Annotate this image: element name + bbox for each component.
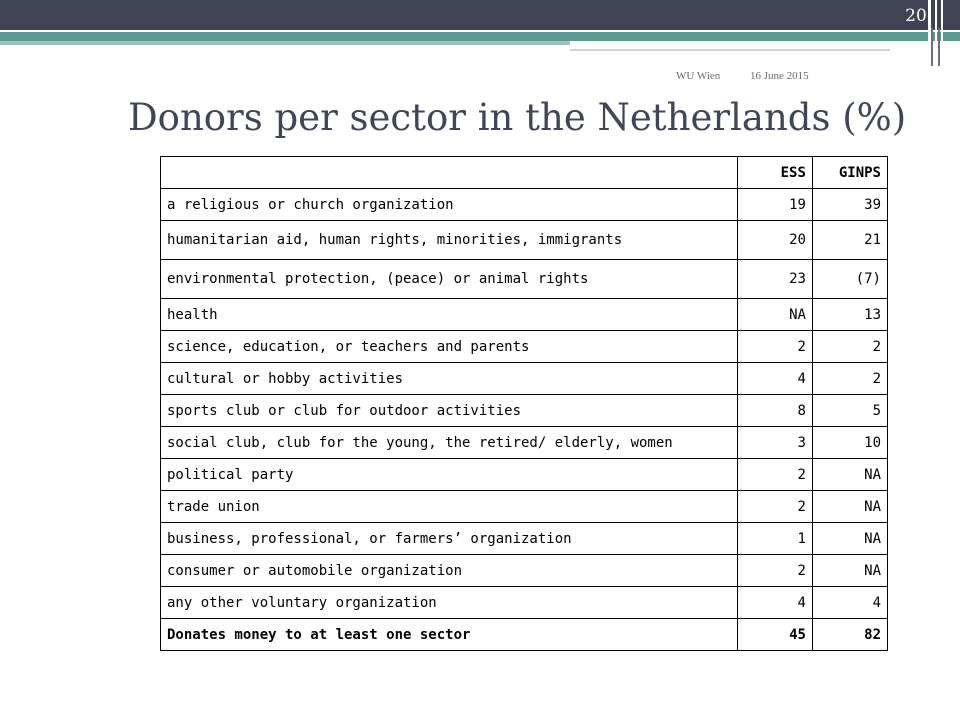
ess-value: 19	[737, 189, 812, 221]
decorative-stripe	[941, 0, 943, 66]
sector-label: sports club or club for outdoor activities	[161, 395, 738, 427]
table-row	[161, 459, 888, 491]
ess-value: 4	[737, 587, 812, 619]
ess-value: 2	[737, 555, 812, 587]
footer-date: 16 June 2015	[750, 70, 809, 82]
sector-label: humanitarian aid, human rights, minorities, immigrants	[161, 221, 738, 260]
table-row	[161, 555, 888, 587]
sector-label: political party	[161, 459, 738, 491]
ginps-value: NA	[812, 555, 887, 587]
decorative-rule	[938, 28, 940, 66]
sector-label: science, education, or teachers and parents	[161, 331, 738, 363]
ess-value: 45	[737, 619, 812, 651]
table-row	[161, 331, 888, 363]
ess-value: 1	[737, 523, 812, 555]
sector-label: Donates money to at least one sector	[161, 619, 738, 651]
sector-label: social club, club for the young, the retired/ elderly, women	[161, 427, 738, 459]
accent-bar	[0, 32, 960, 41]
table-row	[161, 189, 888, 221]
sector-label: business, professional, or farmers’ organization	[161, 523, 738, 555]
ess-value: 2	[737, 331, 812, 363]
sector-label: cultural or hobby activities	[161, 363, 738, 395]
ginps-value: 82	[812, 619, 887, 651]
sector-label: consumer or automobile organization	[161, 555, 738, 587]
ginps-value: 21	[812, 221, 887, 260]
slide-title: Donors per sector in the Netherlands (%)	[128, 96, 907, 139]
ginps-value: NA	[812, 523, 887, 555]
table-row	[161, 491, 888, 523]
ginps-value: 4	[812, 587, 887, 619]
table-header-row	[161, 157, 888, 189]
header-ess: ESS	[737, 157, 812, 189]
accent-line	[570, 49, 890, 51]
donors-table	[160, 156, 888, 651]
table-total-row	[161, 619, 888, 651]
ess-value: 4	[737, 363, 812, 395]
ginps-value: NA	[812, 491, 887, 523]
ginps-value: 10	[812, 427, 887, 459]
ginps-value: (7)	[812, 260, 887, 299]
table-row	[161, 260, 888, 299]
ess-value: 2	[737, 491, 812, 523]
accent-bar-secondary	[0, 41, 570, 45]
ess-value: 8	[737, 395, 812, 427]
header-bar	[0, 0, 960, 30]
table-row	[161, 395, 888, 427]
ess-value: 23	[737, 260, 812, 299]
ginps-value: 2	[812, 331, 887, 363]
ess-value: 20	[737, 221, 812, 260]
sector-label: health	[161, 299, 738, 331]
table-row	[161, 363, 888, 395]
sector-label: environmental protection, (peace) or animal rights	[161, 260, 738, 299]
decorative-rule	[931, 28, 933, 66]
ginps-value: NA	[812, 459, 887, 491]
header-blank	[161, 157, 738, 189]
page-number: 20	[905, 6, 927, 26]
table-row	[161, 299, 888, 331]
table-row	[161, 221, 888, 260]
table-row	[161, 523, 888, 555]
sector-label: a religious or church organization	[161, 189, 738, 221]
ess-value: 2	[737, 459, 812, 491]
header-ginps: GINPS	[812, 157, 887, 189]
table-body	[161, 189, 888, 651]
ginps-value: 39	[812, 189, 887, 221]
ginps-value: 13	[812, 299, 887, 331]
ginps-value: 5	[812, 395, 887, 427]
table-row	[161, 587, 888, 619]
ginps-value: 2	[812, 363, 887, 395]
sector-label: any other voluntary organization	[161, 587, 738, 619]
footer-organization: WU Wien	[676, 70, 721, 82]
ess-value: 3	[737, 427, 812, 459]
sector-label: trade union	[161, 491, 738, 523]
ess-value: NA	[737, 299, 812, 331]
table-row	[161, 427, 888, 459]
